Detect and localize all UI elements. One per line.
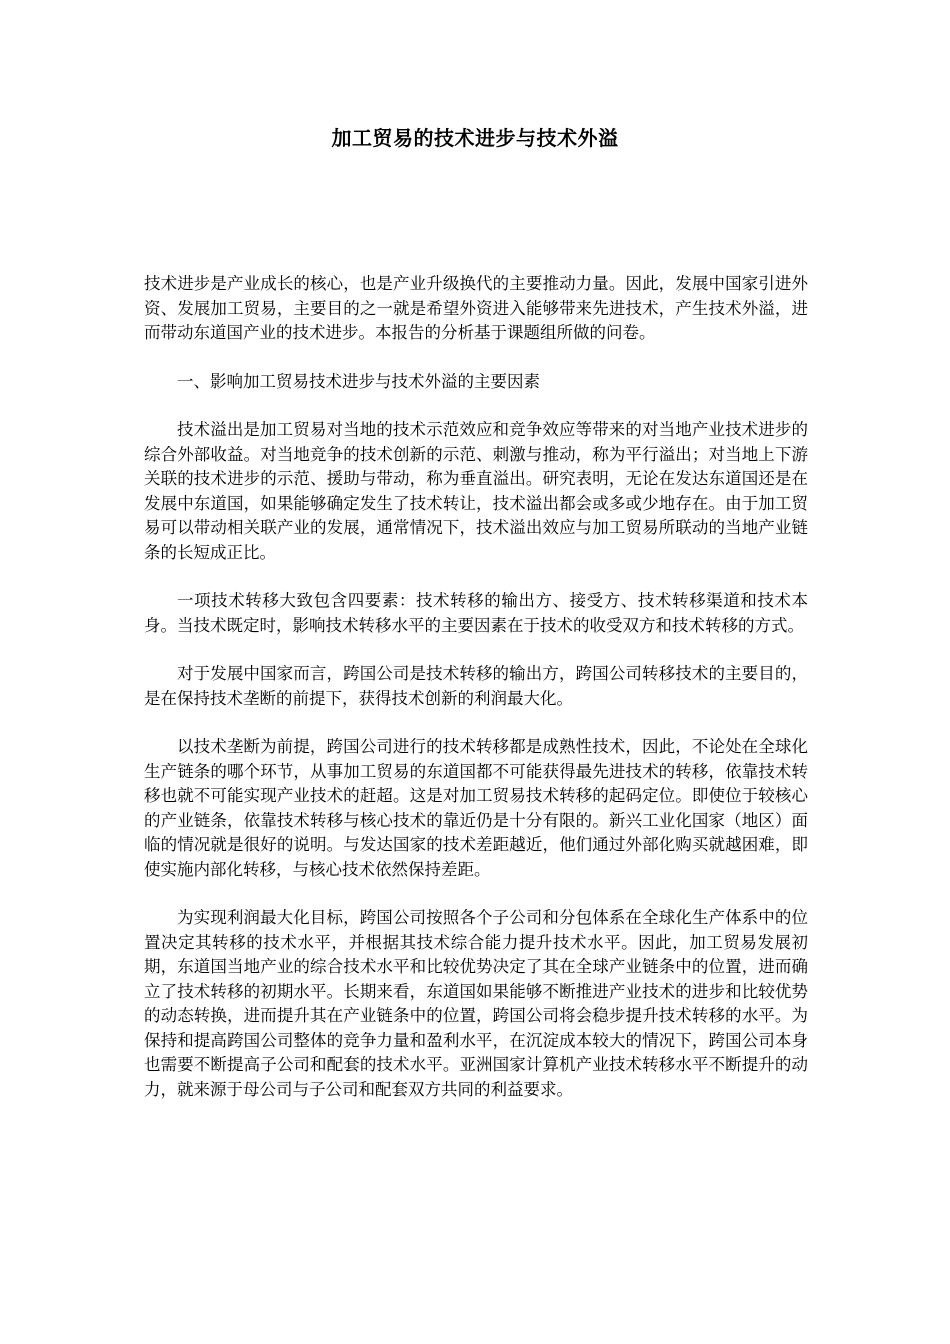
- document-title: 加工贸易的技术进步与技术外溢: [331, 126, 619, 150]
- document-body: [144, 272, 808, 1126]
- intro-paragraph: 技术进步是产业成长的核心，也是产业升级换代的主要推动力量。因此，发展中国家引进外资、发展加工贸易，主要目的之一就是希望外资进入能够带来先进技术，产生技术外溢，进而带动东道国产业的技术进步。本报告的分析基于课题组所做的问卷。: [144, 274, 808, 342]
- body-paragraph-2: 一项技术转移大致包含四要素：技术转移的输出方、接受方、技术转移渠道和技术本身。当技术既定时，影响技术转移水平的主要因素在于技术的收受双方和技术转移的方式。: [144, 591, 808, 635]
- body-paragraph-4: 以技术垄断为前提，跨国公司进行的技术转移都是成熟性技术，因此，不论处在全球化生产链条的哪个环节，从事加工贸易的东道国都不可能获得最先进技术的转移，依靠技术转移也就不可能实现产业技术的赶超。这是对加工贸易技术转移的起码定位。即使位于较核心的产业链条，依靠技术转移与核心技术的靠近仍是十分有限的。新兴工业化国家（地区）面临的情况就是很好的说明。与发达国家的技术差距越近，他们通过外部化购买就越困难，即使实施内部化转移，与核心技术依然保持差距。: [144, 737, 808, 879]
- body-paragraph-1: 技术溢出是加工贸易对当地的技术示范效应和竞争效应等带来的对当地产业技术进步的综合外部收益。对当地竞争的技术创新的示范、刺激与推动，称为平行溢出；对当地上下游关联的技术进步的示范、援助与带动，称为垂直溢出。研究表明，无论在发达东道国还是在发展中东道国，如果能够确定发生了技术转让，技术溢出都会或多或少地存在。由于加工贸易可以带动相关联产业的发展，通常情况下，技术溢出效应与加工贸易所联动的当地产业链条的长短成正比。: [144, 420, 808, 562]
- section-heading: 一、影响加工贸易技术进步与技术外溢的主要因素: [177, 371, 540, 391]
- body-paragraph-5: 为实现利润最大化目标，跨国公司按照各个子公司和分包体系在全球化生产体系中的位置决定其转移的技术水平，并根据其技术综合能力提升技术水平。因此，加工贸易发展初期，东道国当地产业的综合技术水平和比较优势决定了其在全球产业链条中的位置，进而确立了技术转移的初期水平。长期来看，东道国如果能够不断推进产业技术的进步和比较优势的动态转换，进而提升其在产业链条中的位置，跨国公司将会稳步提升技术转移的水平。为保持和提高跨国公司整体的竞争力量和盈利水平，在沉淀成本较大的情况下，跨国公司本身也需要不断提高子公司和配套的技术水平。亚洲国家计算机产业技术转移水平不断提升的动力，就来源于母公司与子公司和配套双方共同的利益要求。: [144, 908, 808, 1099]
- body-paragraph-3: 对于发展中国家而言，跨国公司是技术转移的输出方，跨国公司转移技术的主要目的，是在保持技术垄断的前提下，获得技术创新的利润最大化。: [144, 664, 808, 708]
